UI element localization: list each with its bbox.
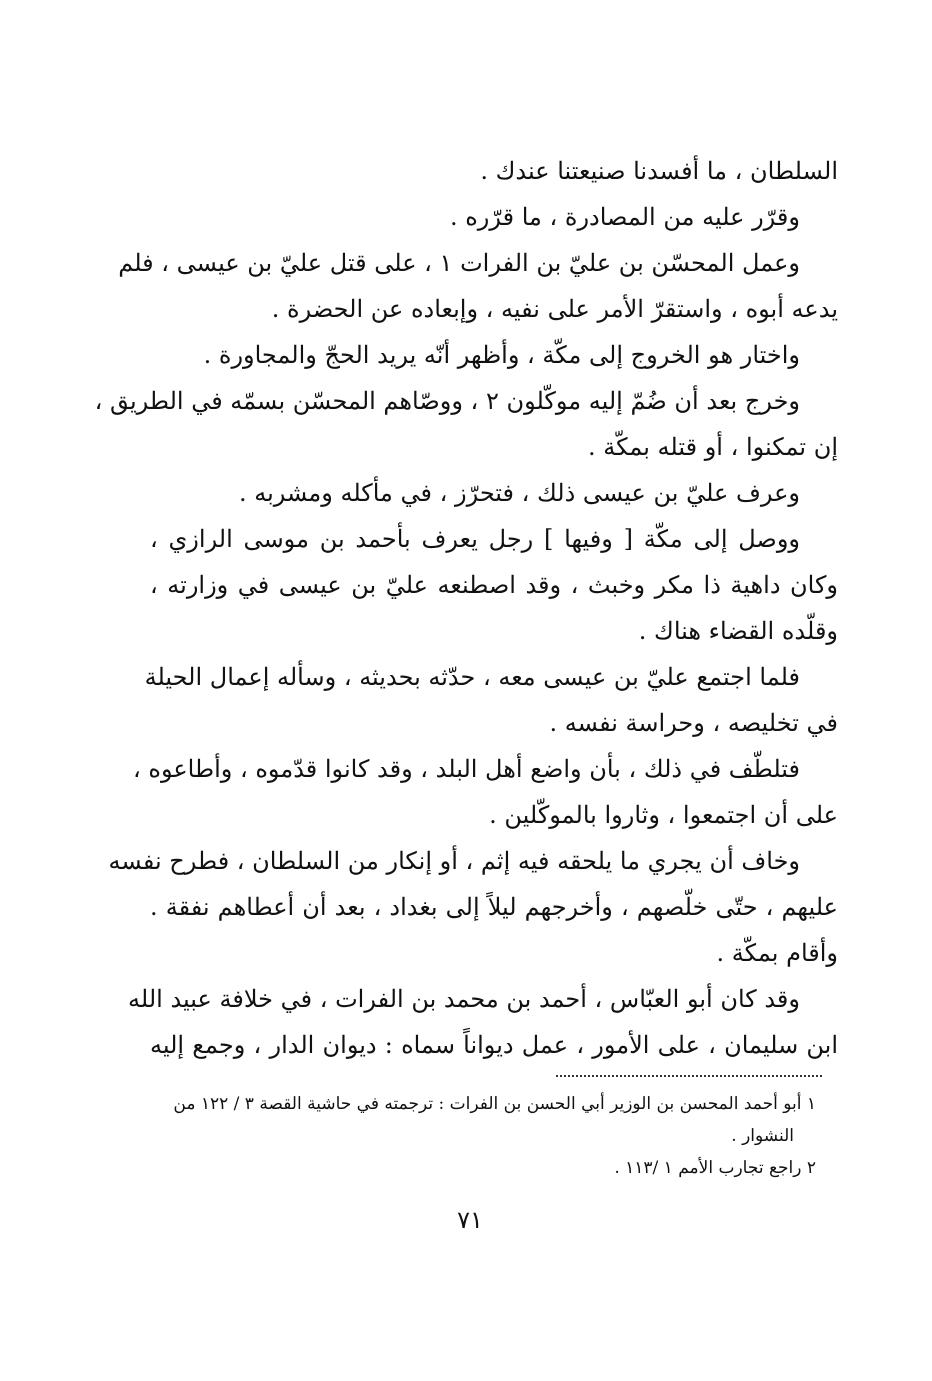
text-line: على أن اجتمعوا ، وثاروا بالموكّلين . bbox=[489, 801, 838, 829]
page-number: ٧١ bbox=[457, 1206, 483, 1234]
text-line: في تخليصه ، وحراسة نفسه . bbox=[549, 709, 838, 737]
footnote-line: ٢ راجع تجارب الأمم ١ /١١٣ . bbox=[614, 1158, 816, 1178]
text-line: وقرّر عليه من المصادرة ، ما قرّره . bbox=[449, 203, 800, 231]
text-line: وقلّده القضاء هناك . bbox=[638, 617, 838, 645]
footnotes bbox=[150, 1088, 816, 1184]
text-line: وخرج بعد أن ضُمّ إليه موكّلون ٢ ، ووصّاهم المحسّن بسمّه في الطريق ، bbox=[94, 387, 800, 415]
text-line: ووصل إلى مكّة [ وفيها ] رجل يعرف بأحمد بن موسى الرازي ، bbox=[150, 525, 800, 553]
footnote-line: النشوار . bbox=[731, 1126, 794, 1146]
text-line: وعمل المحسّن بن عليّ بن الفرات ١ ، على قتل عليّ بن عيسى ، فلم bbox=[118, 249, 800, 277]
text-line: السلطان ، ما أفسدنا صنيعتنا عندك . bbox=[480, 157, 838, 185]
text-line: يدعه أبوه ، واستقرّ الأمر على نفيه ، وإبعاده عن الحضرة . bbox=[271, 295, 838, 323]
text-line: إن تمكنوا ، أو قتله بمكّة . bbox=[587, 433, 838, 461]
text-line: وقد كان أبو العبّاس ، أحمد بن محمد بن الفرات ، في خلافة عبيد الله bbox=[128, 985, 800, 1013]
text-line: ابن سليمان ، على الأمور ، عمل ديواناً سماه : ديوان الدار ، وجمع إليه bbox=[150, 1031, 838, 1059]
text-line: فتلطّف في ذلك ، بأن واضع أهل البلد ، وقد كانوا قدّموه ، وأطاعوه ، bbox=[133, 755, 800, 783]
text-line: وأقام بمكّة . bbox=[716, 939, 838, 967]
footnote-divider bbox=[556, 1075, 822, 1077]
text-line: عليهم ، حتّى خلّصهم ، وأخرجهم ليلاً إلى بغداد ، بعد أن أعطاهم نفقة . bbox=[150, 893, 838, 921]
text-line: واختار هو الخروج إلى مكّة ، وأظهر أنّه يريد الحجّ والمجاورة . bbox=[203, 341, 800, 369]
body-text bbox=[94, 148, 838, 1068]
text-line: وخاف أن يجري ما يلحقه فيه إثم ، أو إنكار من السلطان ، فطرح نفسه bbox=[108, 847, 800, 875]
text-line: وعرف عليّ بن عيسى ذلك ، فتحرّز ، في مأكله ومشربه . bbox=[238, 479, 800, 507]
footnote-line: ١ أبو أحمد المحسن بن الوزير أبي الحسن بن الفرات : ترجمته في حاشية القصة ٣ / ١٢٢ من bbox=[173, 1094, 816, 1114]
text-line: فلما اجتمع عليّ بن عيسى معه ، حدّثه بحديثه ، وسأله إعمال الحيلة bbox=[144, 663, 800, 691]
text-line: وكان داهية ذا مكر وخبث ، وقد اصطنعه عليّ بن عيسى في وزارته ، bbox=[150, 571, 838, 599]
